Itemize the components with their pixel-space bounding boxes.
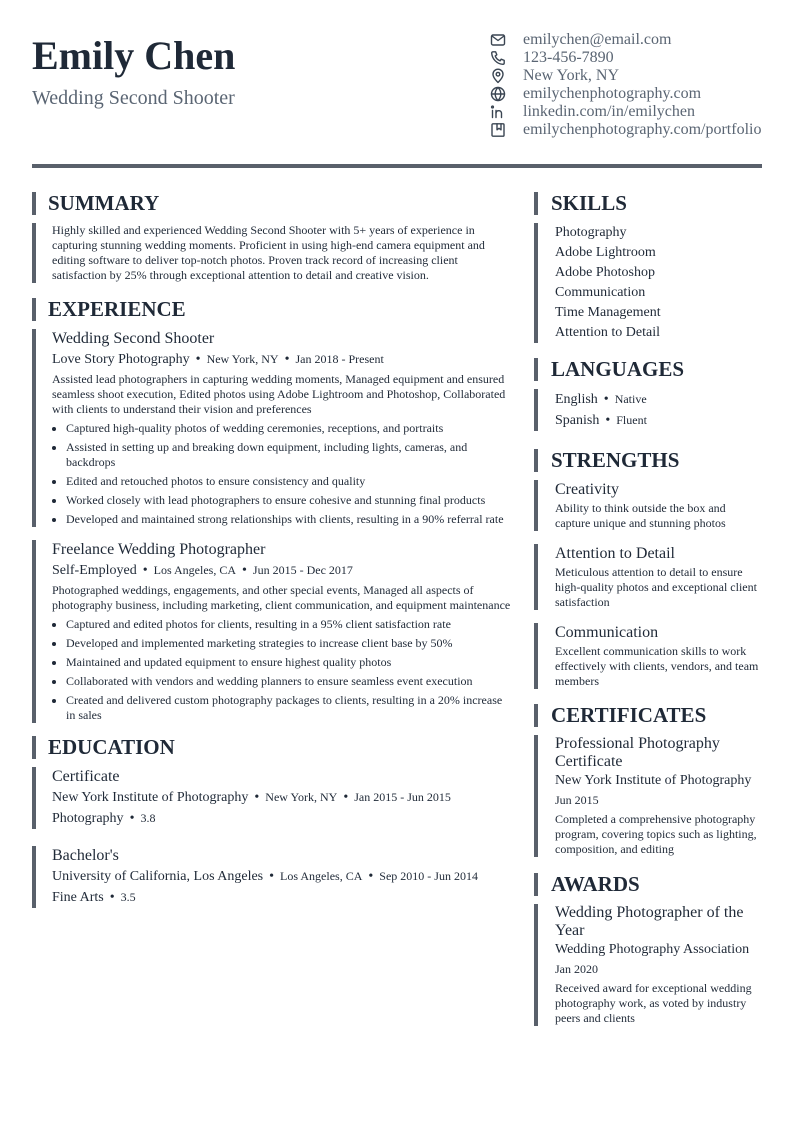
job-bullet: • Captured high-quality photos of wedding ceremonies, receptions, and portraits xyxy=(66,421,512,436)
contact-website-text: emilychenphotography.com xyxy=(523,85,702,102)
experience-heading: EXPERIENCE xyxy=(32,298,512,321)
skill-item: Attention to Detail xyxy=(555,325,660,340)
education-gpa: 3.8 xyxy=(140,811,156,825)
education-heading: EDUCATION xyxy=(32,736,512,759)
education-dates: Jan 2015 - Jun 2015 xyxy=(354,790,451,804)
job-company: Love Story Photography xyxy=(52,352,190,367)
job-title: Wedding Second Shooter xyxy=(52,330,215,347)
certificate-description: Completed a comprehensive photography program, covering topics such as lighting, composition, and editing xyxy=(555,812,757,856)
job-dates: Jan 2018 - Present xyxy=(295,352,384,366)
job-description: Photographed weddings, engagements, and other special events, Managed all aspects of photography business, including marketing, client communication, and equipment maintenance xyxy=(52,583,511,612)
contact-location-text: New York, NY xyxy=(523,67,620,84)
strengths-heading: STRENGTHS xyxy=(534,449,762,472)
contact-linkedin[interactable] xyxy=(490,103,790,121)
award-title: Wedding Photographer of the Year xyxy=(555,904,744,939)
education-field: Photography xyxy=(52,811,124,826)
education-meta xyxy=(52,866,512,887)
job-description: Assisted lead photographers in capturing wedding moments, Managed equipment and ensured seamless shoot execution, Edited photos using Adobe Lightroom and Photoshop, Collaborated with clients to understand their vision and preferences xyxy=(52,372,506,416)
contact-portfolio-text: emilychenphotography.com/portfolio xyxy=(523,121,762,138)
separator-dot: • xyxy=(109,890,115,905)
education-field-row xyxy=(52,887,512,908)
education-gpa: 3.5 xyxy=(120,890,136,904)
education-field-row xyxy=(52,808,512,829)
job-bullets xyxy=(52,421,512,527)
contact-location xyxy=(490,67,790,85)
education-location: Los Angeles, CA xyxy=(280,869,363,883)
skills-section xyxy=(534,223,762,343)
job-bullet: • Edited and retouched photos to ensure consistency and quality xyxy=(66,474,512,489)
summary-text: Highly skilled and experienced Wedding Second Shooter with 5+ years of experience in capturing stunning wedding moments. Proficient in using high-end camera equipment and editing software to deliver top-notch photos. Proven track record of increasing client satisfaction by 25% through exceptional attention to detail and creative vision. xyxy=(52,223,485,282)
education-degree: Certificate xyxy=(52,768,120,785)
resume-job-title: Wedding Second Shooter xyxy=(32,87,235,109)
linkedin-icon xyxy=(490,104,506,120)
bookmark-icon xyxy=(490,122,506,138)
certificates-heading: CERTIFICATES xyxy=(534,704,762,727)
globe-icon xyxy=(490,86,506,102)
strength-title: Attention to Detail xyxy=(555,545,675,562)
job-bullet: • Captured and edited photos for clients, resulting in a 95% client satisfaction rate xyxy=(66,617,512,632)
award-description: Received award for exceptional wedding photography work, as voted by industry peers and clients xyxy=(555,981,752,1025)
skill-item: Photography xyxy=(555,225,627,240)
education-item xyxy=(32,846,512,908)
strength-title: Communication xyxy=(555,624,659,641)
job-meta xyxy=(52,560,512,581)
contact-portfolio[interactable] xyxy=(490,121,790,139)
separator-dot: • xyxy=(142,563,148,578)
skills-heading: SKILLS xyxy=(534,192,762,215)
separator-dot: • xyxy=(242,563,247,578)
separator-dot: • xyxy=(129,811,135,826)
strength-description: Excellent communication skills to work effectively with clients, vendors, and team members xyxy=(555,644,759,688)
separator-dot: • xyxy=(368,869,374,884)
job-bullet: • Created and delivered custom photography packages to clients, resulting in a 20% increase in sales xyxy=(66,693,512,723)
contact-list xyxy=(490,31,790,139)
contact-email[interactable] xyxy=(490,31,790,49)
strength-item xyxy=(534,544,762,610)
education-school: New York Institute of Photography xyxy=(52,790,249,805)
skill-item: Adobe Photoshop xyxy=(555,265,655,280)
awards-heading: AWARDS xyxy=(534,873,762,896)
job-meta xyxy=(52,349,512,370)
strength-title: Creativity xyxy=(555,481,619,498)
separator-dot: • xyxy=(269,869,275,884)
language-level: Fluent xyxy=(616,413,647,427)
separator-dot: • xyxy=(195,352,201,367)
language-item xyxy=(555,389,762,410)
certificate-issuer: New York Institute of Photography xyxy=(555,773,752,788)
certificate-item xyxy=(534,735,762,857)
job-bullet: • Assisted in setting up and breaking down equipment, including lights, cameras, and backdrops xyxy=(66,440,512,470)
summary-section xyxy=(32,223,512,283)
award-issuer: Wedding Photography Association xyxy=(555,942,750,957)
language-name: English xyxy=(555,392,598,407)
job-location: New York, NY xyxy=(206,352,279,366)
award-date: Jan 2020 xyxy=(555,962,598,976)
job-bullet: • Developed and maintained strong relationships with clients, resulting in a 90% referral rate xyxy=(66,512,512,527)
language-name: Spanish xyxy=(555,413,600,428)
separator-dot: • xyxy=(603,392,609,407)
languages-section xyxy=(534,389,762,431)
header-divider xyxy=(32,164,762,168)
language-level: Native xyxy=(614,392,647,406)
certificate-date: Jun 2015 xyxy=(555,793,599,807)
job-location: Los Angeles, CA xyxy=(153,563,237,577)
education-school: University of California, Los Angeles xyxy=(52,869,264,884)
contact-phone[interactable] xyxy=(490,49,790,67)
job-title: Freelance Wedding Photographer xyxy=(52,541,266,558)
contact-phone-text: 123-456-7890 xyxy=(523,49,614,66)
languages-heading: LANGUAGES xyxy=(534,358,762,381)
summary-heading: SUMMARY xyxy=(32,192,512,215)
job-bullet: • Maintained and updated equipment to ensure highest quality photos xyxy=(66,655,512,670)
experience-item xyxy=(32,540,512,723)
strength-item xyxy=(534,623,762,689)
left-column xyxy=(32,192,512,925)
strength-description: Ability to think outside the box and capture unique and stunning photos xyxy=(555,501,726,530)
resume-name: Emily Chen xyxy=(32,33,236,78)
job-bullet: • Worked closely with lead photographers to ensure cohesive and stunning final products xyxy=(66,493,512,508)
separator-dot: • xyxy=(605,413,611,428)
skill-item: Communication xyxy=(555,285,646,300)
separator-dot: • xyxy=(343,790,349,805)
job-bullets xyxy=(52,617,512,723)
strength-description: Meticulous attention to detail to ensure high-quality photos and exceptional client satisfaction xyxy=(555,565,757,609)
award-item xyxy=(534,904,762,1026)
location-pin-icon xyxy=(490,68,506,84)
job-bullet: • Collaborated with vendors and wedding planners to ensure seamless event execution xyxy=(66,674,512,689)
right-column xyxy=(534,192,762,1026)
certificate-title: Professional Photography Certificate xyxy=(555,735,720,770)
education-location: New York, NY xyxy=(265,790,338,804)
contact-linkedin-text: linkedin.com/in/emilychen xyxy=(523,103,695,120)
contact-email-text: emilychen@email.com xyxy=(523,31,672,48)
separator-dot: • xyxy=(254,790,260,805)
education-meta xyxy=(52,787,512,808)
phone-icon xyxy=(490,50,506,66)
education-degree: Bachelor's xyxy=(52,847,119,864)
strength-item xyxy=(534,480,762,531)
skill-item: Time Management xyxy=(555,305,661,320)
skill-item: Adobe Lightroom xyxy=(555,245,656,260)
email-icon xyxy=(490,32,506,48)
separator-dot: • xyxy=(284,352,290,367)
experience-item xyxy=(32,329,512,527)
education-field: Fine Arts xyxy=(52,890,104,905)
contact-website[interactable] xyxy=(490,85,790,103)
job-company: Self-Employed xyxy=(52,563,137,578)
job-bullet: • Developed and implemented marketing strategies to increase client base by 50% xyxy=(66,636,512,651)
job-dates: Jun 2015 - Dec 2017 xyxy=(252,563,353,577)
language-item xyxy=(555,410,762,431)
education-item xyxy=(32,767,512,829)
education-dates: Sep 2010 - Jun 2014 xyxy=(379,869,478,883)
